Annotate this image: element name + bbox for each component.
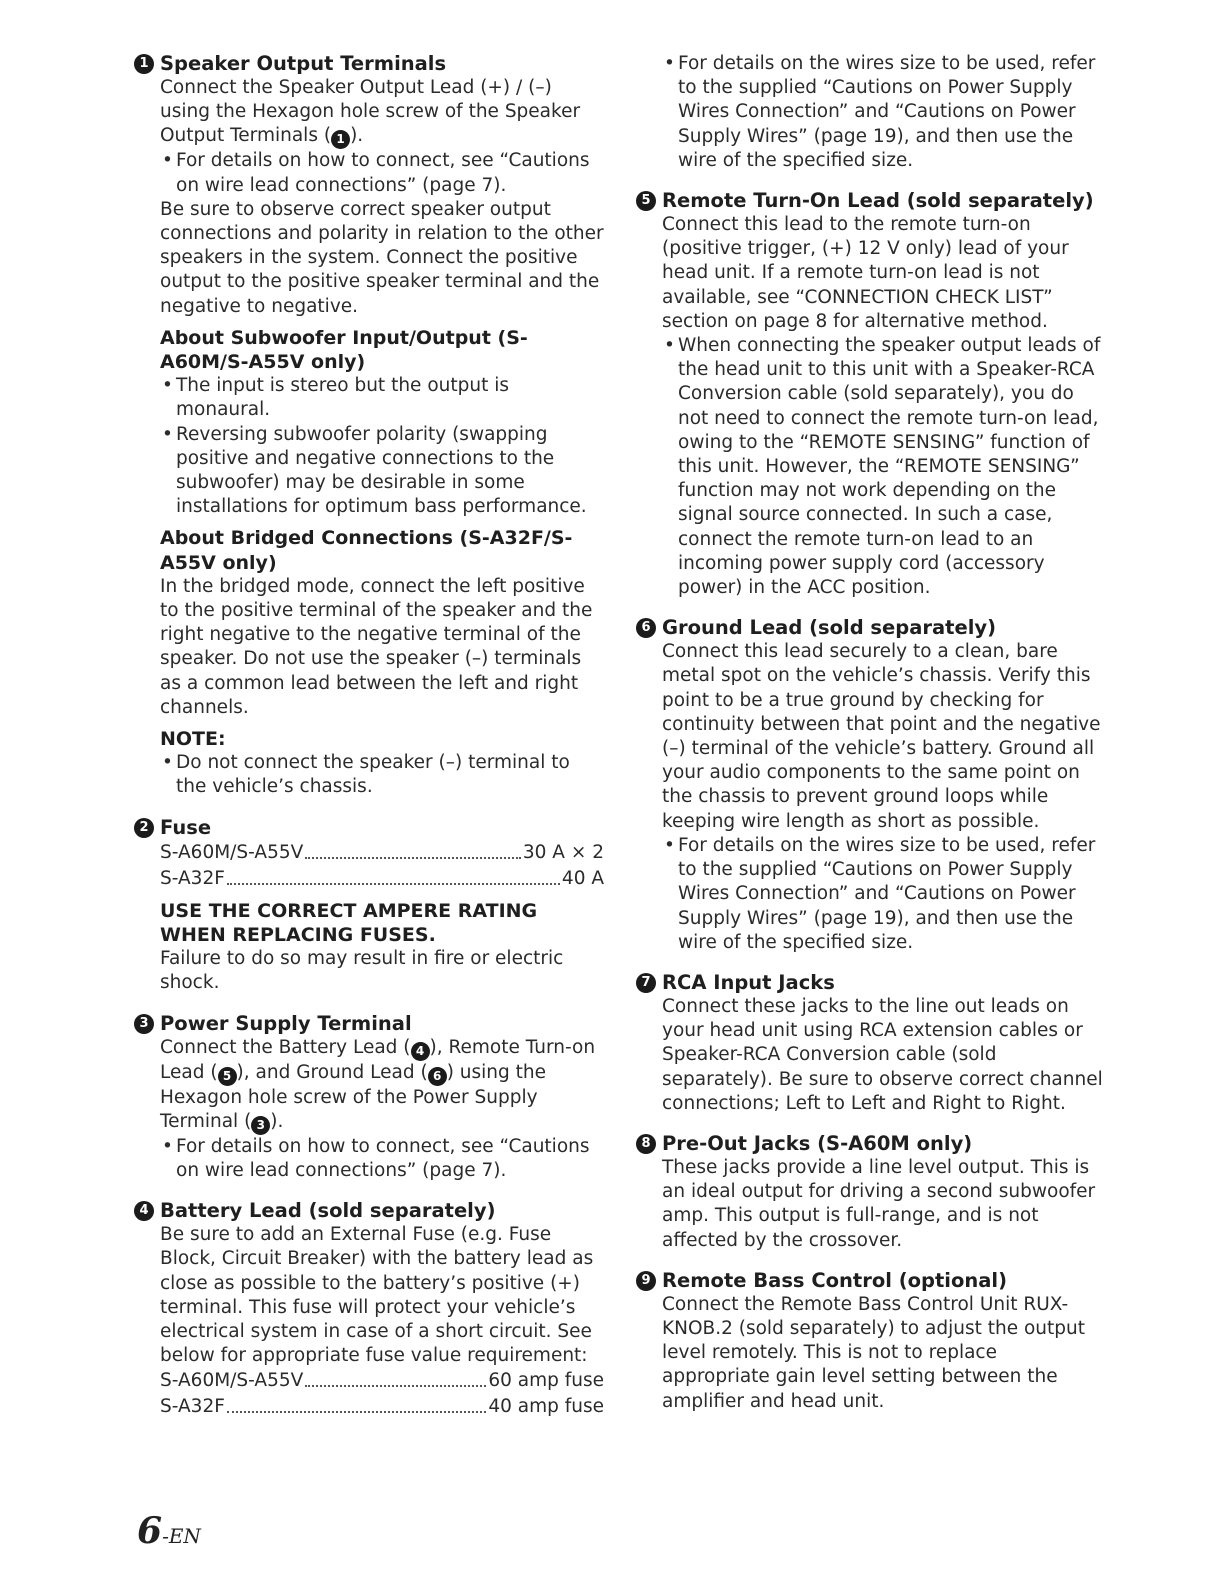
paragraph: Connect the Speaker Output Lead (+) / (–) using the Hexagon hole screw of the Speaker Output Terminals ( 1 ). [160, 76, 604, 149]
section-pre-out-jacks [636, 1132, 1108, 1253]
number-badge: 2 [134, 818, 154, 838]
section-title: Power Supply Terminal [160, 1011, 412, 1035]
section-heading [636, 189, 1108, 213]
number-badge: 1 [134, 54, 154, 74]
paragraph: Connect this lead securely to a clean, bare metal spot on the vehicle’s chassis. Verify this point to be a true ground by checking for continuity between that point and the negative (–) terminal of the vehicle’s battery. Ground all your audio components to the same point on the chassis to prevent ground loops while keeping wire length as short as possible. [662, 641, 1101, 832]
section-title: Pre-Out Jacks (S-A60M only) [662, 1131, 973, 1155]
right-column [636, 52, 1108, 1430]
ref-badge: 4 [411, 1042, 430, 1061]
left-column [134, 52, 604, 1436]
section-heading [134, 1012, 604, 1036]
section-heading [636, 616, 1108, 640]
spec-row: S-A60M/S-A55V 60 amp fuse [160, 1370, 604, 1392]
section-heading [134, 1199, 604, 1223]
ref-badge: 1 [331, 130, 350, 149]
number-badge: 5 [636, 191, 656, 211]
bullet: • For details on the wires size to be used, refer to the supplied “Cautions on Power Supply Wires Connection” and “Cautions on Power Supply Wires” (page 19), and then use the wire of the specified size. [662, 52, 1108, 173]
section-ground-lead [636, 616, 1108, 955]
paragraph: Connect these jacks to the line out leads on your head unit using RCA extension cables or Speaker-RCA Conversion cable (sold separately). Be sure to observe correct channel connections; Left to Left and Right to Right. [662, 995, 1103, 1114]
number-badge: 7 [636, 973, 656, 993]
warning-heading: USE THE CORRECT AMPERE RATING WHEN REPLACING FUSES. [160, 899, 538, 946]
bullet: • For details on the wires size to be used, refer to the supplied “Cautions on Power Supply Wires Connection” and “Cautions on Power Supply Wires” (page 19), and then use the wire of the specified size. [662, 834, 1108, 955]
section-title: Speaker Output Terminals [160, 52, 447, 75]
bullet: • When connecting the speaker output leads of the head unit to this unit with a Speaker-RCA Conversion cable (sold separately), you do not need to connect the remote turn-on lead, owing to the “REMOTE SENSING” function of this unit. However, the “REMOTE SENSING” function may not work depending on the signal source connected. In such a case, connect the remote turn-on lead to an incoming power supply cord (accessory power) in the ACC position. [662, 334, 1108, 600]
paragraph: Failure to do so may result in fire or electric shock. [160, 948, 564, 994]
spec-row: S-A60M/S-A55V 30 A × 2 [160, 841, 604, 863]
ref-badge: 3 [251, 1116, 270, 1135]
section-rca-input-jacks [636, 971, 1108, 1116]
bullet: • For details on how to connect, see “Cautions on wire lead connections” (page 7). [160, 149, 604, 197]
section-heading [636, 971, 1108, 995]
ref-badge: 6 [428, 1067, 447, 1086]
bullet: • Do not connect the speaker (–) terminal to the vehicle’s chassis. [160, 751, 604, 799]
section-title: Ground Lead (sold separately) [662, 616, 997, 640]
paragraph: Connect the Battery Lead ( 4 ), Remote Turn-on Lead ( 5 ), and Ground Lead ( 6 ) using the Hexagon hole screw of the Power Supply Terminal ( 3 ). [160, 1036, 604, 1135]
number-badge: 4 [134, 1201, 154, 1221]
spec-row: S-A32F 40 A [160, 867, 604, 889]
section-speaker-output-terminals [134, 52, 604, 800]
bullet: • The input is stereo but the output is monaural. [160, 374, 604, 422]
page-footer [137, 1510, 201, 1552]
language-code: -EN [162, 1524, 201, 1548]
number-badge: 3 [134, 1014, 154, 1034]
section-title: Fuse [160, 815, 212, 839]
section-fuse [134, 816, 604, 996]
section-heading [134, 816, 604, 840]
section-heading [134, 52, 604, 76]
paragraph: In the bridged mode, connect the left positive to the positive terminal of the speaker and the right negative to the negative terminal of the speaker. Do not use the speaker (–) terminals as a common lead between the left and right channels. [160, 575, 593, 718]
bullet: • Reversing subwoofer polarity (swapping positive and negative connections to the subwoofer) may be desirable in some installations for optimum bass performance. [160, 423, 604, 520]
subheading: About Bridged Connections (S-A32F/S-A55V only) [160, 527, 573, 574]
paragraph: Be sure to add an External Fuse (e.g. Fuse Block, Circuit Breaker) with the battery lead as close as possible to the battery’s positive (+) terminal. This fuse will protect your vehicle’s electrical system in case of a short circuit. See below for appropriate fuse value requirement: [160, 1224, 594, 1367]
section-title: Remote Turn-On Lead (sold separately) [662, 189, 1094, 213]
number-badge: 6 [636, 618, 656, 638]
section-power-supply-terminal [134, 1012, 604, 1184]
section-battery-lead [134, 1199, 604, 1420]
section-title: Remote Bass Control (optional) [662, 1268, 1008, 1292]
section-continued [636, 52, 1108, 173]
spec-row: S-A32F 40 amp fuse [160, 1396, 604, 1418]
number-badge: 9 [636, 1271, 656, 1291]
note-heading: NOTE: [160, 728, 226, 751]
section-heading [636, 1132, 1108, 1156]
paragraph: These jacks provide a line level output. This is an ideal output for driving a second subwoofer amp. This output is full-range, and is not affected by the crossover. [662, 1156, 1096, 1251]
ref-badge: 5 [218, 1067, 237, 1086]
paragraph: Connect this lead to the remote turn-on (positive trigger, (+) 12 V only) lead of your head unit. If a remote turn-on lead is not available, see “CONNECTION CHECK LIST” section on page 8 for alternative method. [662, 214, 1069, 332]
section-remote-turn-on-lead [636, 189, 1108, 600]
paragraph: Be sure to observe correct speaker output connections and polarity in relation to the other speakers in the system. Connect the positive output to the positive speaker terminal and the negative to negative. [160, 198, 604, 317]
section-heading [636, 1269, 1108, 1293]
number-badge: 8 [636, 1134, 656, 1154]
section-title: Battery Lead (sold separately) [160, 1199, 496, 1223]
section-title: RCA Input Jacks [662, 970, 835, 994]
bullet: • For details on how to connect, see “Cautions on wire lead connections” (page 7). [160, 1135, 604, 1183]
section-remote-bass-control [636, 1269, 1108, 1414]
subheading: About Subwoofer Input/Output (S-A60M/S-A55V only) [160, 326, 528, 374]
paragraph: Connect the Remote Bass Control Unit RUX-KNOB.2 (sold separately) to adjust the output level remotely. This is not to replace appropriate gain level setting between the amplifier and head unit. [662, 1293, 1085, 1412]
page-number: 6 [137, 1510, 163, 1552]
